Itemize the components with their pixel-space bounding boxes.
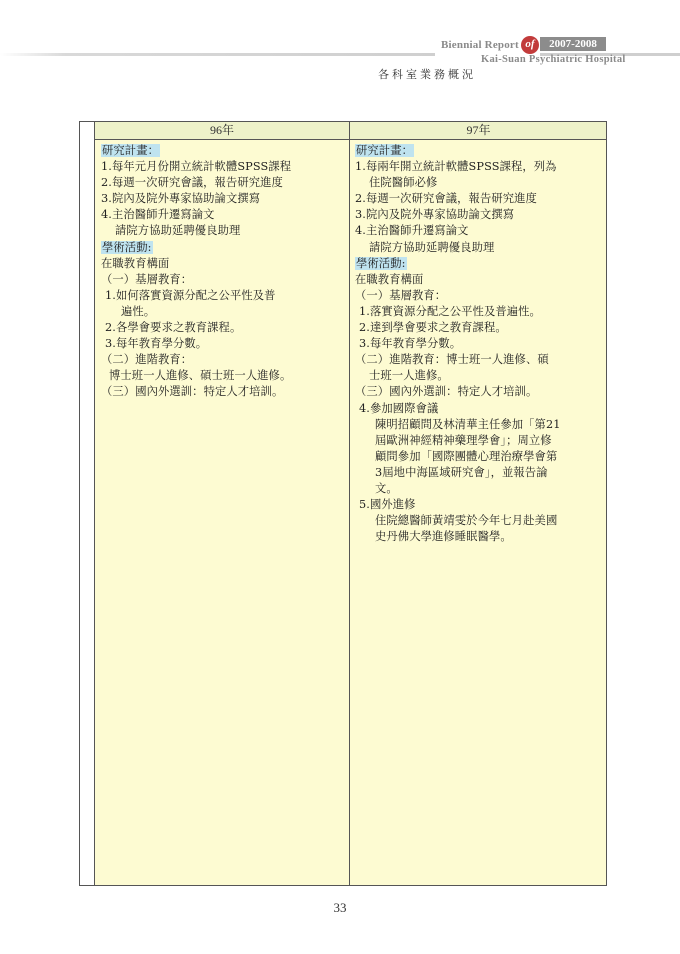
list-item: （三）國內外選訓：特定人才培訓。 (355, 385, 538, 399)
list-item: 3.院內及院外專家協助論文撰寫 (355, 208, 515, 222)
list-item: 4.參加國際會議 (359, 401, 439, 415)
list-item: 1.每年元月份開立統計軟體SPSS課程 (101, 160, 292, 174)
list-item: 3屆地中海區域研究會」，並報告論 (375, 465, 548, 479)
academic-activities-heading: 學術活動: (356, 256, 406, 270)
list-item: 請院方協助延聘優良助理 (369, 240, 495, 254)
of-badge: of (521, 36, 539, 54)
list-item: 2.每週一次研究會議，報告研究進度 (355, 192, 537, 206)
list-item: 史丹佛大學進修睡眠醫學。 (375, 530, 512, 544)
list-item: 請院方協助延聘優良助理 (115, 224, 241, 238)
list-item: 文。 (375, 481, 398, 495)
research-plan-heading: 研究計畫： (356, 144, 413, 157)
list-item: 3.每年教育學分數。 (359, 337, 462, 351)
list-item: 1.每兩年開立統計軟體SPSS課程，列為 (355, 160, 557, 174)
section-title: 各科室業務概況 (378, 68, 476, 81)
list-item: （一）基層教育： (355, 288, 447, 302)
list-item: 1.落實資源分配之公平性及普遍性。 (359, 304, 541, 318)
list-item: 2.各學會要求之教育課程。 (105, 321, 242, 335)
list-item: 博士班一人進修、碩士班一人進修。 (109, 369, 292, 383)
list-item: 顧問參加「國際團體心理治療學會第 (375, 449, 558, 463)
list-item: 遍性。 (121, 304, 156, 318)
hospital-name: Kai-Suan Psychiatric Hospital (481, 54, 626, 65)
list-item: （一）基層教育： (101, 272, 193, 286)
list-item: 4.主治醫師升遷寫論文 (101, 208, 215, 222)
list-item: 1.如何落實資源分配之公平性及普 (105, 288, 276, 302)
list-item: 5.國外進修 (359, 498, 416, 512)
list-item: 陳明招顧問及林清華主任參加「第21 (375, 417, 561, 431)
page-number: 33 (333, 900, 347, 915)
list-item: 3.每年教育學分數。 (105, 337, 208, 351)
list-item: 在職教育構面 (101, 256, 170, 270)
list-item: 住院總醫師黃靖雯於今年七月赴美國 (375, 514, 558, 528)
list-item: 2.達到學會要求之教育課程。 (359, 321, 507, 335)
list-item: 屆歐洲神經精神藥理學會」；周立修 (375, 433, 552, 447)
list-item: 4.主治醫師升遷寫論文 (355, 224, 469, 238)
list-item: 在職教育構面 (355, 272, 424, 286)
col-header-97: 97年 (466, 123, 491, 137)
research-plan-heading: 研究計畫： (102, 144, 159, 157)
list-item: （三）國內外選訓：特定人才培訓。 (101, 385, 284, 399)
year-badge: 2007-2008 (540, 37, 606, 51)
report-title: Biennial Report (441, 39, 519, 51)
list-item: 3.院內及院外專家協助論文撰寫 (101, 192, 261, 206)
academic-activities-heading: 學術活動: (102, 240, 152, 254)
comparison-table (79, 121, 607, 886)
list-item: 2.每週一次研究會議，報告研究進度 (101, 176, 283, 190)
table-border (79, 121, 607, 886)
header-rule-left (0, 53, 435, 56)
list-item: （二）進階教育： (101, 353, 193, 367)
list-item: 士班一人進修。 (369, 369, 449, 383)
list-item: （二）進階教育：博士班一人進修、碩 (355, 353, 549, 367)
col-header-96: 96年 (209, 123, 234, 137)
list-item: 住院醫師必修 (369, 176, 438, 190)
